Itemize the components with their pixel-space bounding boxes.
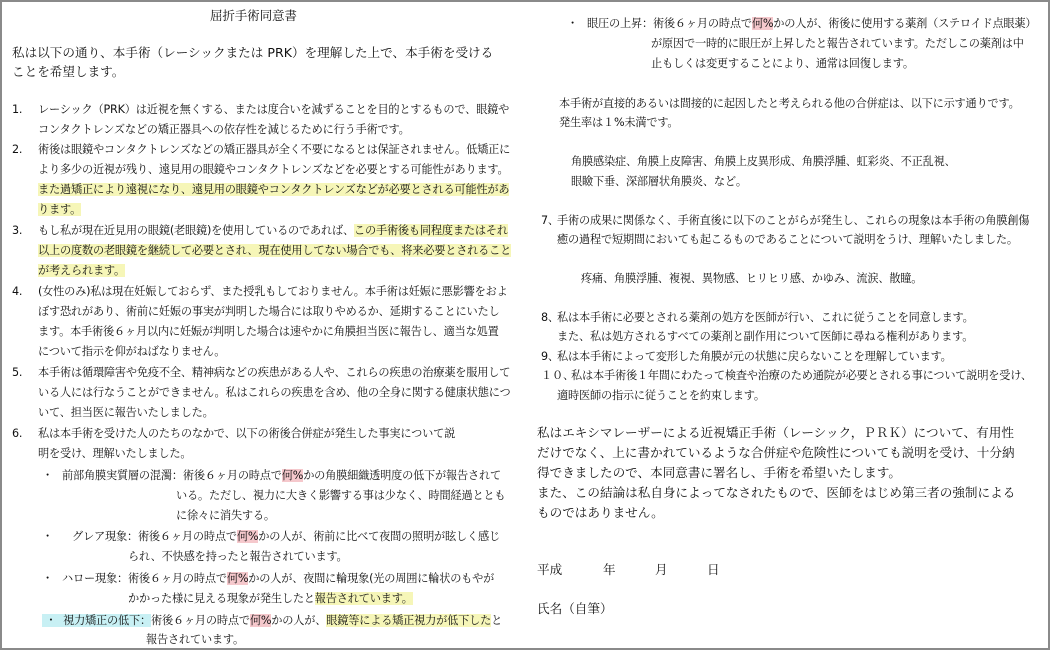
complication-2-pct: 何%	[236, 530, 259, 543]
item-5-line-2: いる人には行なうことができません。私はこれらの疾患を含め、他の全身に関する健康状態につ	[38, 386, 511, 399]
item-10-line-2: 適時医師の指示に従うことを約束します。	[557, 389, 765, 402]
item-3-line-3-highlight: が考えられます。	[38, 264, 126, 277]
complication-3-line-2-highlight: 報告されています。	[314, 592, 413, 605]
bullet-2: ・	[42, 530, 53, 543]
bullet-1: ・	[42, 469, 53, 482]
item-5-number: 5.	[12, 366, 23, 379]
item-2-line-4	[38, 202, 81, 218]
complication-5-line-3: 止もしくは変更することにより、通常は回復します。	[651, 57, 914, 70]
item-4-number: 4.	[12, 285, 23, 298]
item-1-line-1: レーシック（PRK）は近視を無くする、または度合いを減ずることを目的とするもので、眼鏡や	[38, 103, 510, 116]
complication-1-pre: 術後６ヶ月の時点で	[182, 469, 282, 482]
intro-line-2: ことを希望します。	[12, 64, 125, 79]
consent-line-5: ものではありません。	[537, 505, 664, 520]
consent-line-2: だけでなく、上に書かれているような合併症や危険性についても説明を受け、十分納	[537, 445, 1015, 460]
consent-line-1: 私はエキシマレーザーによる近視矯正手術（レーシック，ＰＲＫ）について、有用性	[537, 425, 1014, 440]
complication-4-highlight: 眼鏡等による矯正視力が低下した	[326, 614, 492, 627]
item-10-number: １０、	[541, 369, 574, 382]
complication-5-line-1	[587, 16, 1036, 32]
item-2-line-4-highlight: ります。	[38, 203, 82, 216]
complication-4-pct: 何%	[249, 614, 272, 627]
complication-3-label: ハロー現象：	[62, 572, 128, 585]
complication-3-pct: 何%	[226, 572, 249, 585]
item-5-line-1: 本手術は循環障害や免疫不全、精神病などの疾患がある人や、これらの疾患の治療薬を服用して	[38, 366, 511, 379]
other-intro-line-2: 発生率は１%未満です。	[559, 116, 679, 129]
bullet-4: ・	[45, 614, 57, 627]
complication-3-line-2	[128, 591, 413, 607]
complication-1-line-2: いる。ただし、視力に大きく影響する事は少なく、時間経過ととも	[176, 489, 506, 502]
document-title: 屈折手術同意書	[210, 8, 297, 23]
complication-3-post: かの人が、夜間に輪現象(光の周囲に輪状のもやが	[248, 572, 495, 585]
item-10-line-1: 私は本手術後１年間にわたって検査や治療のため通院が必要とされる事について説明を受け、	[571, 369, 1032, 382]
complication-2-line-2: られ、不快感を持ったと報告されています。	[128, 550, 348, 563]
item-3-line-2-highlight: 以上の度数の老眼鏡を継続して必要とされ、現在使用してない場合でも、将来必要とされること	[38, 244, 512, 257]
item-3-line-3	[38, 263, 125, 279]
item-6-line-1: 私は本手術を受けた人のたちのなかで、以下の術後合併症が発生した事実について説	[38, 427, 456, 440]
item-1-line-2: コンタクトレンズなどの矯正器具への依存性を減じるために行う手術です。	[38, 123, 410, 136]
complication-5-pct: 何%	[751, 17, 774, 30]
complication-2-label: グレア現象：	[72, 530, 138, 543]
date-day: 日	[707, 562, 720, 577]
item-7-line-1: 手術の成果に関係なく、手術直後に以下のことがらが発生し、これらの現象は本手術の角膜創傷	[557, 214, 1030, 227]
consent-line-4: また、この結論は私自身によってなされたもので、医師をはじめ第三者の強制による	[537, 485, 1016, 500]
complication-2-line-1	[72, 529, 500, 545]
complication-1-line-1	[62, 468, 501, 484]
complication-3-line-1	[62, 571, 494, 587]
item-8-line-1: 私は本手術に必要とされる薬剤の処方を医師が行い、これに従うことを同意します。	[557, 311, 974, 324]
item-4-line-1: (女性のみ)私は現在妊娠しておらず、また授乳もしておりません。本手術は妊娠に悪影響をおよ	[38, 285, 508, 298]
item-2-line-1: 術後は眼鏡やコンタクトレンズなどの矯正器具が全く不要になるとは保証されません。低矯正に	[38, 143, 511, 156]
bullet-5: ・	[567, 17, 578, 30]
complication-4-post: と	[491, 614, 503, 627]
complication-5-label: 眼圧の上昇：	[587, 17, 653, 30]
complication-4-line-1	[42, 613, 502, 629]
item-2-number: 2.	[12, 143, 23, 156]
consent-line-3: 得できましたので、本同意書に署名し、手術を希望いたします。	[537, 465, 901, 480]
item-7-number: 7、	[541, 214, 559, 227]
complication-3-line-2-plain: かかった様に見える現象が発生したと	[128, 592, 315, 605]
item-9-line: 私は本手術によって変形した角膜が元の状態に戻らないことを理解しています。	[557, 350, 952, 363]
other-list-line-2: 眼瞼下垂、深部層状角膜炎、など。	[571, 175, 747, 188]
item-6-number: 6.	[12, 427, 23, 440]
bullet-3: ・	[42, 572, 53, 585]
complication-4-mid: かの人が、	[271, 614, 327, 627]
item-3-line-1-highlight: この手術後も同程度またはそれ	[353, 224, 508, 237]
date-year: 年	[603, 562, 616, 577]
item-4-line-2: ぼす恐れがあり、術前に妊娠の事実が判明した場合には取りやめるか、延期することにいたし	[38, 305, 500, 318]
intro-line-1: 私は以下の通り、本手術（レーシックまたは PRK）を理解した上で、本手術を受ける	[12, 45, 494, 60]
item-2-line-2: より多少の近視が残り、遠見用の眼鏡やコンタクトレンズなどを必要とする可能性があります。	[38, 163, 509, 176]
complication-2-pre: 術後６ヶ月の時点で	[137, 530, 237, 543]
other-list-line-1: 角膜感染症、角膜上皮障害、角膜上皮異形成、角膜浮腫、虹彩炎、不正乱視、	[571, 155, 956, 168]
item-2-line-3-plain: また過矯正により遠視になり、遠見用の眼鏡やコンタクトレンズなどが必要とされる可能性があ	[38, 183, 510, 196]
item-5-line-3: いて、担当医に報告いたしました。	[38, 406, 214, 419]
item-3-number: 3.	[12, 224, 23, 237]
item-1-number: 1.	[12, 103, 23, 116]
complication-2-post: かの人が、術前に比べて夜間の照明が眩しく感じ	[258, 530, 500, 543]
symptoms-list: 疼痛、角膜浮腫、複視、異物感、ヒリヒリ感、かゆみ、流涙、散瞳。	[581, 272, 923, 285]
item-2-line-3	[38, 182, 509, 198]
complication-1-pct: 何%	[281, 469, 304, 482]
item-3-line-1	[38, 223, 508, 239]
item-7-line-2: 癒の過程で短期間においても起こるものであることについて説明をうけ、理解いたしました。	[557, 233, 1018, 246]
signature-label: 氏名（自筆）	[537, 601, 613, 616]
item-4-line-3: ます。本手術後６ヶ月以内に妊娠が判明した場合は速やかに角膜担当医に報告し、適当な処置	[38, 325, 499, 338]
item-8-number: 8、	[541, 311, 559, 324]
complication-1-line-3: に徐々に消失する。	[176, 509, 275, 522]
complication-5-pre: 術後６ヶ月の時点で	[652, 17, 752, 30]
complication-4-line-2: 報告されています。	[146, 633, 244, 646]
complication-4-pre: 術後６ヶ月の時点で	[150, 614, 250, 627]
complication-1-post: かの角膜細織透明度の低下が報告されて	[303, 469, 501, 482]
complication-5-post: かの人が、術後に使用する薬剤（ステロイド点眼薬）	[773, 17, 1037, 30]
item-3-line-2	[38, 243, 511, 259]
complication-5-line-2: が原因で一時的に眼圧が上昇したと報告されています。ただしこの薬剤は中	[651, 37, 1024, 50]
other-intro-line-1: 本手術が直接的あるいは間接的に起因したと考えられる他の合併症は、以下に示す通りです。	[559, 97, 1020, 110]
date-era: 平成	[537, 562, 563, 577]
item-9-number: 9、	[541, 350, 559, 363]
complication-4-label-highlight	[42, 614, 151, 627]
item-4-line-4: について指示を仰がねばなりません。	[38, 345, 226, 358]
item-3-line-1-plain: もし私が現在近見用の眼鏡(老眼鏡)を使用しているのであれば、	[38, 224, 354, 237]
complication-4-label: 視力矯正の低下：	[63, 614, 151, 627]
complication-1-label: 前部角膜実質層の混濁：	[62, 469, 183, 482]
item-6-line-2: 明を受け、理解いたしました。	[38, 447, 192, 460]
date-month: 月	[655, 562, 668, 577]
complication-3-pre: 術後６ヶ月の時点で	[127, 572, 227, 585]
item-8-line-2: また、私は処方されるすべての薬剤と副作用について医師に尋ねる権利があります。	[557, 330, 974, 343]
